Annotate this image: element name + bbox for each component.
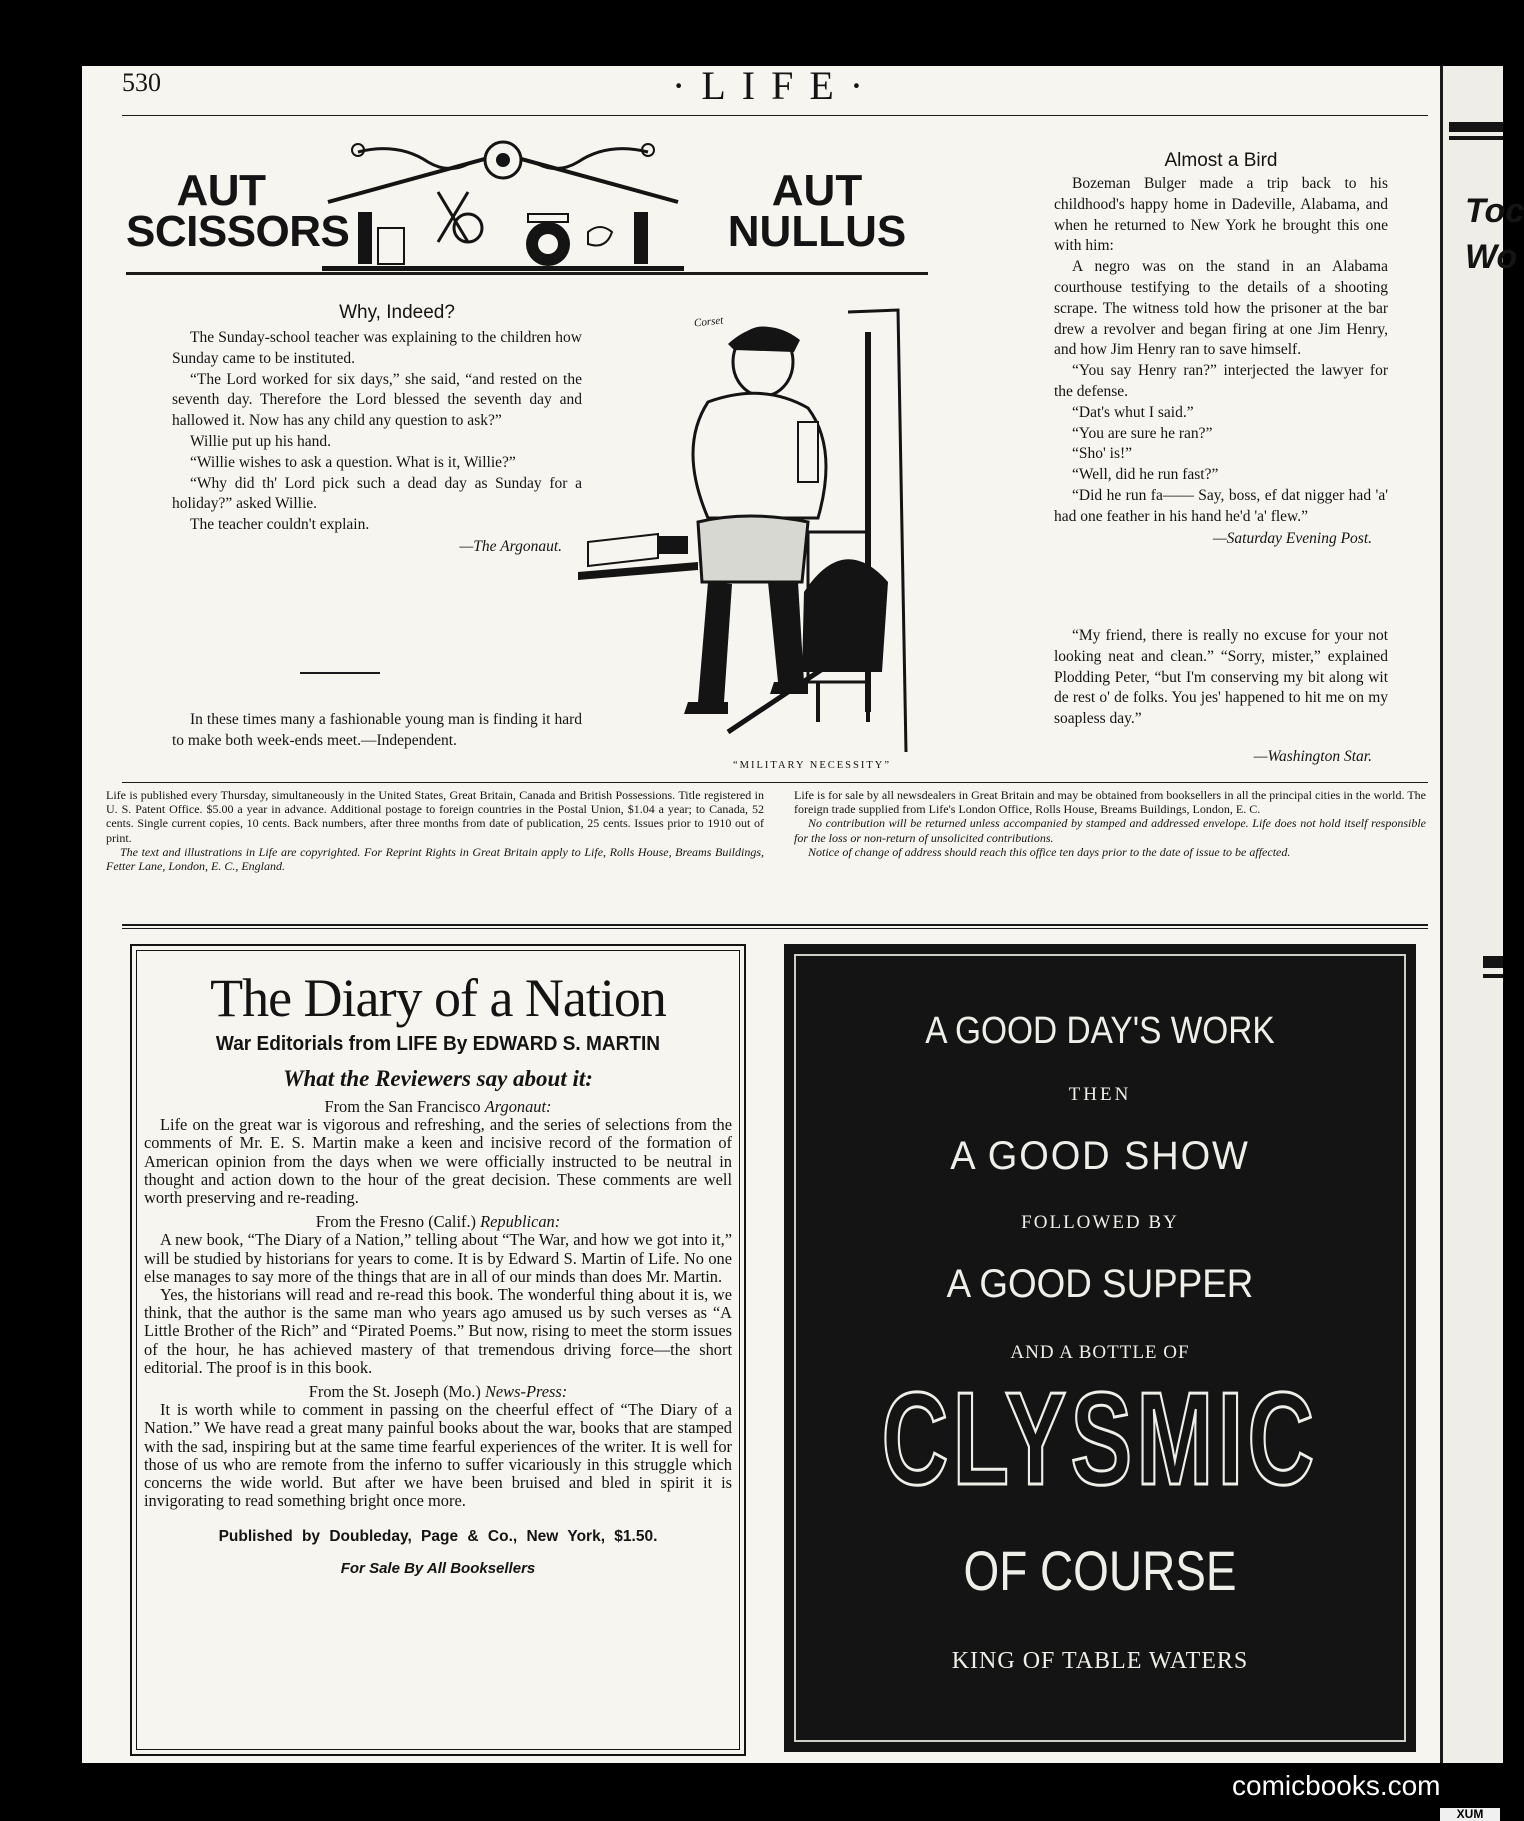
department-right-line-1: AUT xyxy=(771,166,863,215)
review-source: From the Fresno (Calif.) Republican: xyxy=(315,1212,561,1232)
department-rule xyxy=(126,272,928,275)
adjacent-page-word-1: Toc xyxy=(1465,192,1524,230)
notice-left-text: Life is published every Thursday, simultaneously in the United States, Great Britain, Canada and British Possessions. Title registered in U. S. Patent Office. $5.00 a year in advance. Additional postage to foreign countries in the Postal Union, $1.04 a year; to Canada, 52 cents. Single current copies, 10 cents. Back numbers, after three months from date of publication, 25 cents. Issues prior to 1910 out of print. xyxy=(106,788,764,845)
joke-item-text: “My friend, there is really no excuse for your not looking neat and clean.” “Sorry, mister,” explained Plodding Peter, “but I'm conserving my bit along wit de rest o' de folks. You jes' happened to hit me on my soapless day.” xyxy=(1054,627,1388,728)
story-paragraph-text: Willie put up his hand. xyxy=(190,432,332,450)
brief-item xyxy=(172,710,582,752)
story-paragraph-text: Bozeman Bulger made a trip back to his childhood's happy home in Dadeville, Alabama, and when he returned to New York he brought this one with him: xyxy=(1054,175,1388,255)
ad-line-and-a-bottle-of: AND A BOTTLE OF xyxy=(1010,1342,1190,1363)
ad-tagline: KING OF TABLE WATERS xyxy=(951,1648,1249,1674)
department-left-line-1: AUT xyxy=(176,166,266,215)
story-paragraph xyxy=(172,328,582,370)
review-source: From the St. Joseph (Mo.) News-Press: xyxy=(308,1382,568,1402)
masthead-title: ·LIFE· xyxy=(672,63,880,108)
adjacent-page-bar xyxy=(1449,136,1503,140)
review xyxy=(144,1098,732,1207)
ad-line-good-days-work: A GOOD DAY'S WORK xyxy=(925,1010,1275,1052)
ad-line-good-show: A GOOD SHOW xyxy=(950,1134,1250,1178)
ad-line-then: THEN xyxy=(1068,1084,1132,1105)
story-paragraph xyxy=(1054,465,1388,486)
book-ad-content xyxy=(144,968,732,1577)
review-source-paper: News-Press: xyxy=(484,1382,568,1402)
story-paragraph-text: “Did he run fa—— Say, boss, ef dat nigger had 'a' had one feather in his hand he'd 'a' flew.” xyxy=(1054,486,1388,525)
story-paragraph-text: “Willie wishes to ask a question. What is it, Willie?” xyxy=(190,453,516,471)
notice-bottom-rule xyxy=(122,924,1428,926)
magazine-page xyxy=(82,63,1444,1763)
story-paragraph xyxy=(1054,257,1388,361)
review-paragraph: It is worth while to comment in passing on the cheerful effect of “The Diary of a Nation.” We have read a great many painful books about the war, books that are stamped with the sad, inspiring but at the same time fearful experiences of the writer. It is well for those of us who are remote from the inferno to suffer vicariously in this struggle which concerns the wide world. But after we have been bruised and bled in spirit it is invigorating to read something bright once more. xyxy=(144,1400,732,1511)
review-source: From the San Francisco Argonaut: xyxy=(324,1097,552,1116)
masthead-rule xyxy=(122,115,1428,116)
story-citation: —Saturday Evening Post. xyxy=(1212,529,1372,547)
department-left-line-2: SCISSORS xyxy=(126,207,350,256)
joke-citation: —Washington Star. xyxy=(1253,748,1372,765)
cartoon-box-label: Corset xyxy=(693,314,724,330)
story-paragraph-text: “You say Henry ran?” interjected the lawyer for the defense. xyxy=(1054,362,1388,400)
book-for-sale: For Sale By All Booksellers xyxy=(340,1560,536,1578)
story-title-why-indeed: Why, Indeed? xyxy=(339,302,455,323)
department-ornament-illustration xyxy=(318,132,688,274)
story-paragraph-text: “You are sure he ran?” xyxy=(1072,424,1213,442)
story-paragraph xyxy=(1054,174,1388,257)
story-paragraph xyxy=(172,515,582,536)
adjacent-page-bar xyxy=(1449,122,1503,132)
ad-line-good-supper: A GOOD SUPPER xyxy=(946,1262,1254,1306)
reviewers-heading: What the Reviewers say about it: xyxy=(283,1066,593,1091)
review-paragraph: Life on the great war is vigorous and refreshing, and the series of selections from the comments of Mr. E. S. Martin make a keen and incisive record of the formation of American opinion from the days when we were officially instructed to be neutral in thought and action down to the hour of the great decision. These comments are well worth preserving and re-reading. xyxy=(144,1115,732,1208)
story-title-almost-a-bird: Almost a Bird xyxy=(1164,150,1278,171)
story-paragraph-text: “Sho' is!” xyxy=(1072,445,1133,463)
cartoon-caption: “MILITARY NECESSITY” xyxy=(732,760,892,771)
review-source-paper: Argonaut: xyxy=(484,1097,552,1116)
story-paragraph xyxy=(172,370,582,432)
ad-line-of-course: OF COURSE xyxy=(963,1539,1237,1602)
review-source-paper: Republican: xyxy=(480,1212,561,1232)
story-paragraph xyxy=(172,432,582,453)
review xyxy=(144,1213,732,1377)
right-column xyxy=(1054,150,1388,549)
adjacent-page-mark xyxy=(1483,956,1503,968)
notice-right-italic-2: Notice of change of address should reach this office ten days prior to the date of issue to be affected. xyxy=(808,844,1291,859)
story-paragraph xyxy=(172,474,582,516)
story-paragraph-text: The Sunday-school teacher was explaining to the children how Sunday came to be instituted. xyxy=(172,329,582,367)
department-right-line-2: NULLUS xyxy=(727,207,907,256)
story-paragraph xyxy=(172,453,582,474)
clysmic-brand-logo: CLYSMIC xyxy=(881,1365,1319,1512)
clysmic-ad xyxy=(784,944,1416,1752)
watermark-text: comicbooks.com xyxy=(1232,1770,1441,1801)
notice-right xyxy=(794,788,1426,859)
story-paragraph-text: A negro was on the stand in an Alabama courthouse testifying to the details of a shooting scrape. The witness told how the prisoner at the bar drew a revolver and began firing at one Jim Henry, and how Jim Henry ran to save himself. xyxy=(1054,258,1388,359)
book-publisher: Published by Doubleday, Page & Co., New York, $1.50. xyxy=(218,1528,658,1546)
military-necessity-cartoon xyxy=(568,292,958,758)
story-paragraph-text: “Well, did he run fast?” xyxy=(1072,466,1219,484)
adjacent-page-edge xyxy=(1440,66,1524,1763)
page-number: 530 xyxy=(122,68,161,97)
notice-right-italic-1: No contribution will be returned unless accompanied by stamped and addressed envelope. Life does not hold itself responsible for the loss or non-return of unsolicited contributions. xyxy=(794,816,1426,845)
story-paragraph xyxy=(1054,424,1388,445)
brief-item-text: In these times many a fashionable young man is finding it hard to make both week-ends meet.—Independent. xyxy=(172,711,582,749)
notice-top-rule xyxy=(122,782,1428,783)
watermark-tag: XUM xyxy=(1440,1808,1500,1821)
story-paragraph-text: The teacher couldn't explain. xyxy=(190,516,370,534)
story-citation: —The Argonaut. xyxy=(459,537,562,555)
story-paragraph xyxy=(1054,361,1388,403)
story-paragraph xyxy=(1054,403,1388,424)
department-right xyxy=(707,166,927,256)
story-paragraph-text: “Dat's whut I said.” xyxy=(1072,403,1194,421)
story-paragraph xyxy=(1054,444,1388,465)
story-paragraph-text: “The Lord worked for six days,” she said, “and rested on the seventh day. Therefore the Lord blessed the seventh day and hallowed it. Now has any child any question to ask?” xyxy=(172,370,582,430)
review-paragraph: A new book, “The Diary of a Nation,” telling about “The War, and how we got into it,” will be studied by historians for years to come. It is by Edward S. Martin of Life. No one else manages to say more of the things that are in all of our minds than does Mr. Martin. xyxy=(144,1230,732,1286)
notice-bottom-rule-2 xyxy=(122,928,1428,929)
adjacent-page-word-2: Wo xyxy=(1465,238,1518,276)
notice-right-text: Life is for sale by all newsdealers in Great Britain and may be obtained from booksellers in all the principal cities in the world. The foreign trade supplied from Life's London Office, Rolls House, Breams Buildings, London, E. C. xyxy=(794,788,1426,817)
story-paragraph-text: “Why did th' Lord pick such a dead day as Sunday for a holiday?” asked Willie. xyxy=(172,474,582,513)
review xyxy=(144,1383,732,1510)
book-subtitle: War Editorials from LIFE By EDWARD S. MARTIN xyxy=(215,1032,661,1055)
section-divider xyxy=(300,672,380,674)
joke-item xyxy=(1054,626,1388,730)
book-title: The Diary of a Nation xyxy=(210,968,666,1028)
book-ad xyxy=(130,944,746,1756)
adjacent-page-mark xyxy=(1483,974,1503,978)
left-column xyxy=(172,302,582,557)
adjacent-page-text xyxy=(1465,188,1524,280)
department-left xyxy=(126,166,350,256)
notice-left-italic: The text and illustrations in Life are copyrighted. For Reprint Rights in Great Britain apply to Life, Rolls House, Breams Buildings, Fetter Lane, London, E. C., England. xyxy=(106,844,764,874)
ad-line-followed-by: FOLLOWED BY xyxy=(1021,1212,1179,1233)
review-paragraph: Yes, the historians will read and re-read this book. The wonderful thing about it is, we think, that the author is the same man who years ago amused us by such verses as “A Little Brother of the Rich” and “Pirated Poems.” But now, rising to meet the storm issues of the hour, he has achieved mastery of that tremendous driving force—the short editorial. The proof is in this book. xyxy=(144,1285,732,1377)
notice-left xyxy=(106,788,764,873)
story-paragraph xyxy=(1054,486,1388,528)
